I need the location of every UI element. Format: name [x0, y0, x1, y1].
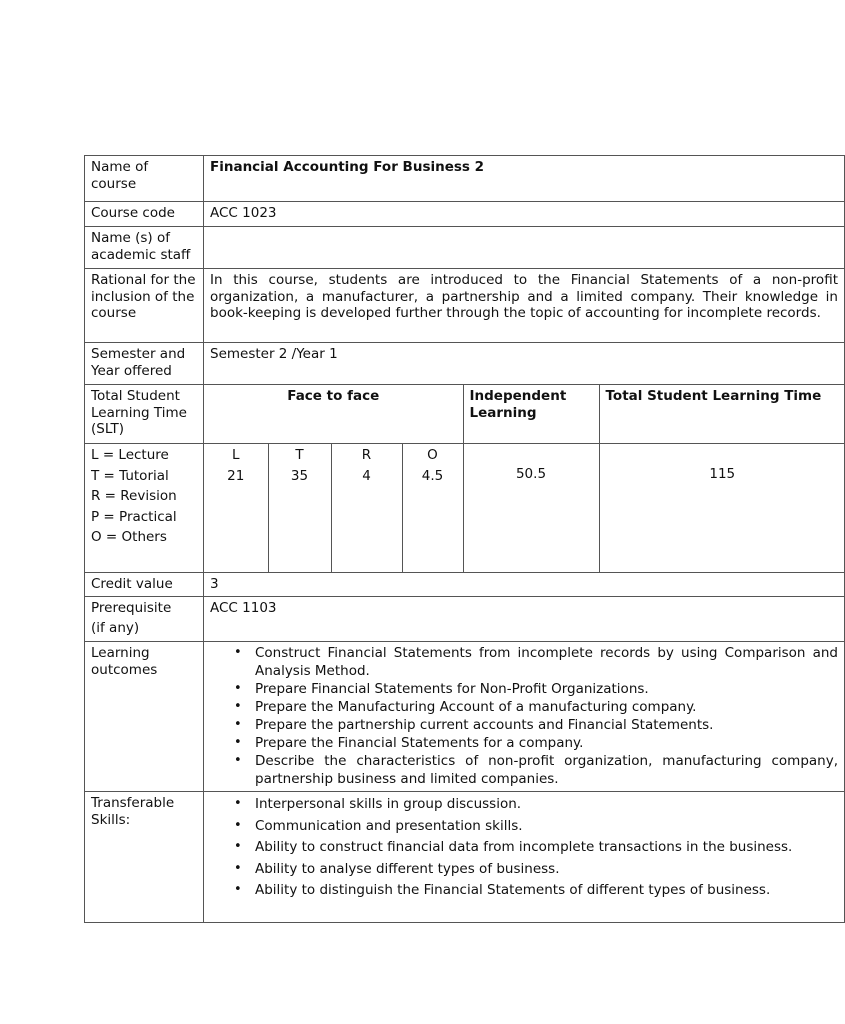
slt-values-cell [204, 444, 845, 573]
learning-outcome-item: • Construct Financial Statements from incomplete records by using Comparison and Analysis Method. [255, 644, 838, 680]
slt-label: Total Student Learning Time (SLT) [85, 385, 204, 444]
credit-value: 3 [204, 573, 845, 597]
transferable-skills-label: Transferable Skills: [85, 792, 204, 923]
legend-revision: R = Revision [91, 488, 177, 504]
slt-col-r [331, 444, 402, 572]
transferable-skill-item: • Interpersonal skills in group discussion. [255, 796, 838, 813]
slt-legend [85, 444, 204, 573]
transferable-skill-item: • Communication and presentation skills. [255, 818, 838, 835]
row-learning-outcomes [85, 642, 845, 792]
face-to-face-header: Face to face [287, 388, 380, 404]
slt-col-l [204, 444, 268, 572]
rational-value: In this course, students are introduced to the Financial Statements of a non-profit organization, a manufacturer, a partnership and a limited company. Their knowledge in book-keeping is developed further through the topic of accounting for incomplete records. [204, 269, 845, 343]
legend-tutorial: T = Tutorial [91, 467, 169, 484]
legend-lecture: L = Lecture [91, 447, 169, 463]
academic-staff-label: Name (s) of academic staff [85, 227, 204, 269]
course-code-label: Course code [85, 202, 204, 227]
row-course-code [85, 202, 845, 227]
credit-label: Credit value [85, 573, 204, 597]
transferable-skill-item: • Ability to distinguish the Financial Statements of different types of business. [255, 882, 838, 899]
transferable-skills-cell [204, 792, 845, 923]
slt-col-t [268, 444, 331, 572]
prerequisite-label [85, 597, 204, 642]
prerequisite-label-line2: (if any) [91, 620, 140, 636]
slt-col-r-header: R [361, 447, 372, 463]
row-course-name [85, 156, 845, 202]
independent-learning-header: Independent Learning [463, 385, 599, 443]
slt-header-cell [204, 385, 845, 444]
legend-others: O = Others [91, 529, 167, 545]
row-transferable-skills [85, 792, 845, 923]
slt-col-l-header: L [231, 447, 240, 463]
learning-outcome-item: • Prepare the partnership current accounts and Financial Statements. [255, 716, 838, 734]
learning-outcome-item: • Prepare Financial Statements for Non-Profit Organizations. [255, 680, 838, 698]
independent-learning-value [463, 444, 599, 572]
slt-col-t-header: T [295, 447, 304, 463]
learning-outcome-item: • Prepare the Manufacturing Account of a manufacturing company. [255, 698, 838, 716]
independent-learning-number: 50.5 [515, 466, 547, 482]
row-slt-values [85, 444, 845, 573]
course-code-value: ACC 1023 [204, 202, 845, 227]
semester-value: Semester 2 /Year 1 [204, 343, 845, 385]
learning-outcomes-label: Learning outcomes [85, 642, 204, 792]
slt-col-o [402, 444, 463, 572]
learning-outcomes-cell [204, 642, 845, 792]
semester-label: Semester and Year offered [85, 343, 204, 385]
row-prerequisite [85, 597, 845, 642]
learning-outcome-item: • Prepare the Financial Statements for a company. [255, 734, 838, 752]
slt-col-t-value: 35 [290, 467, 309, 484]
row-credit [85, 573, 845, 597]
total-slt-number: 115 [709, 466, 736, 482]
row-slt-header [85, 385, 845, 444]
legend-practical: P = Practical [91, 508, 177, 525]
row-academic-staff [85, 227, 845, 269]
transferable-skills-list [210, 796, 838, 899]
total-slt-value [599, 444, 845, 572]
slt-col-o-value: 4.5 [421, 467, 444, 484]
prerequisite-label-line1: Prerequisite [91, 600, 172, 616]
course-name-value: Financial Accounting For Business 2 [204, 156, 845, 202]
learning-outcome-item: • Describe the characteristics of non-profit organization, manufacturing company, partnership business and limited companies. [255, 752, 838, 788]
slt-col-r-value: 4 [362, 467, 371, 484]
academic-staff-value [204, 227, 845, 269]
row-semester [85, 343, 845, 385]
learning-outcomes-list [210, 644, 838, 788]
course-info-table [84, 155, 845, 923]
slt-col-l-value: 21 [227, 467, 245, 484]
slt-col-o-header: O [427, 447, 438, 463]
course-name-label: Name of course [85, 156, 204, 202]
rational-label: Rational for the inclusion of the course [85, 269, 204, 343]
total-slt-header: Total Student Learning Time [599, 385, 845, 443]
transferable-skill-item: • Ability to analyse different types of business. [255, 861, 838, 878]
transferable-skill-item: • Ability to construct financial data from incomplete transactions in the business. [255, 839, 838, 856]
prerequisite-value: ACC 1103 [204, 597, 845, 642]
row-rational [85, 269, 845, 343]
